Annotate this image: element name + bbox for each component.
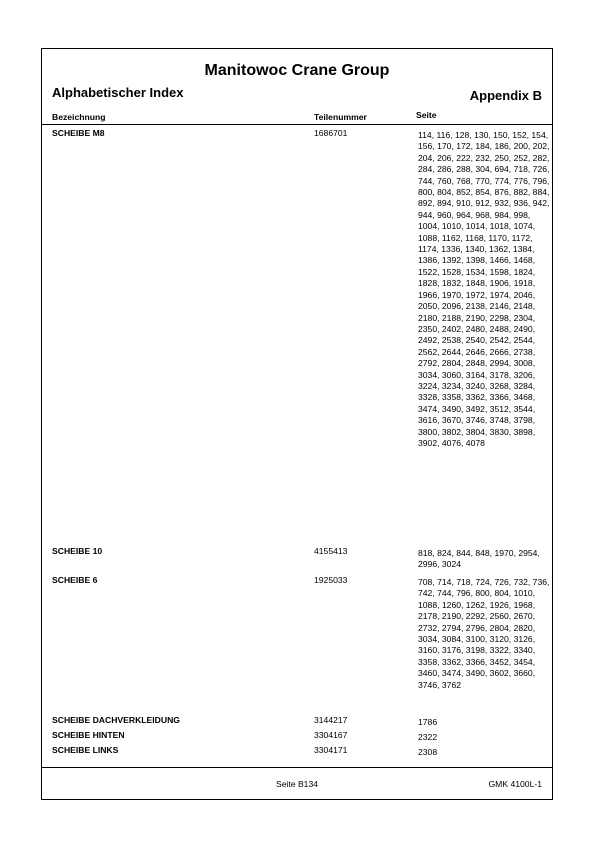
page-number: Seite B134 — [275, 779, 319, 789]
header-divider — [42, 124, 552, 125]
column-header-part: Teilenummer — [314, 112, 367, 122]
row-pages: 2322 — [418, 732, 438, 742]
company-title: Manitowoc Crane Group — [204, 62, 390, 79]
row-name: SCHEIBE DACHVERKLEIDUNG — [52, 715, 180, 725]
index-title: Alphabetischer Index — [52, 85, 184, 100]
column-header-pages: Seite — [416, 110, 437, 120]
model-label: GMK 4100L-1 — [488, 779, 542, 789]
row-part-number: 1686701 — [314, 128, 348, 138]
row-part-number: 1925033 — [314, 575, 348, 585]
footer-divider — [42, 767, 552, 768]
row-part-number: 3304171 — [314, 745, 348, 755]
row-part-number: 3304167 — [314, 730, 348, 740]
row-pages: 818, 824, 844, 848, 1970, 2954, 2996, 3024 — [418, 548, 540, 570]
row-pages: 114, 116, 128, 130, 150, 152, 154, 156, 170, 172, 184, 186, 200, 202, 204, 206, 222, 232, 250, 252, 282, 284, 286, 288, 304, 694, 718, 726, 744, 760, 768, 770, 774, 776, 796, 800, 804, 852, 854, 876, 882, 884, 892, 894, 910, 912, 932, 936, 942, 944, 960, 964, 968, 984, 998, 1004, 1010, 1014, 1018, 1074, 1088, 1162, 1168, 1170, 1172, 1174, 1336, 1340, 1362, 1384, 1386, 1392, 1398, 1466, 1468, 1522, 1528, 1534, 1598, 1824, 1828, 1832, 1848, 1906, 1918, 1966, 1970, 1972, 1974, 2046, 2050, 2096, 2138, 2146, 2148, 2180, 2188, 2190, 2298, 2304, 2350, 2402, 2480, 2488, 2490, 2492, 2538, 2540, 2542, 2544, 2562, 2644, 2646, 2666, 2738, 2792, 2804, 2848, 2994, 3008, 3034, 3060, 3164, 3178, 3206, 3224, 3234, 3240, 3268, 3284, 3328, 3358, 3362, 3366, 3468, 3474, 3490, 3492, 3512, 3544, 3616, 3670, 3746, 3748, 3798, 3800, 3802, 3804, 3830, 3898, 3902, 4076, 4078 — [418, 130, 550, 448]
row-name: SCHEIBE M8 — [52, 128, 105, 138]
row-name: SCHEIBE 6 — [52, 575, 98, 585]
row-part-number: 3144217 — [314, 715, 348, 725]
row-name: SCHEIBE LINKS — [52, 745, 119, 755]
row-pages: 2308 — [418, 747, 438, 757]
row-pages: 708, 714, 718, 724, 726, 732, 736, 742, 744, 796, 800, 804, 1010, 1088, 1260, 1262, 1926, 1968, 2178, 2190, 2292, 2560, 2670, 2732, 2794, 2796, 2804, 2820, 3034, 3084, 3100, 3120, 3126, 3160, 3176, 3198, 3322, 3340, 3358, 3362, 3366, 3452, 3454, 3460, 3474, 3490, 3602, 3660, 3746, 3762 — [418, 577, 550, 690]
column-header-name: Bezeichnung — [52, 112, 106, 122]
page-frame — [41, 48, 553, 800]
row-name: SCHEIBE HINTEN — [52, 730, 125, 740]
row-part-number: 4155413 — [314, 546, 348, 556]
appendix-label: Appendix B — [469, 88, 542, 103]
row-name: SCHEIBE 10 — [52, 546, 103, 556]
row-pages: 1786 — [418, 717, 438, 727]
